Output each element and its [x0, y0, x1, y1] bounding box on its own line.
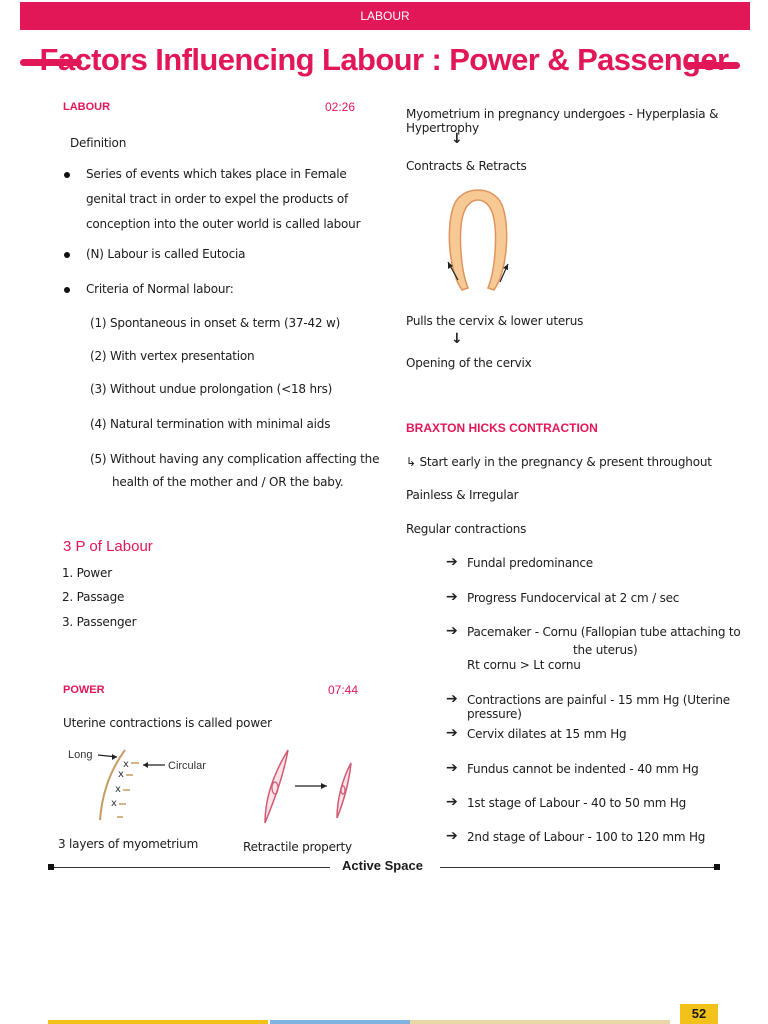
right-arrow-icon: ➔ — [446, 725, 458, 741]
svg-text:x: x — [111, 798, 117, 809]
footer-strip-blue — [270, 1020, 410, 1024]
bullet-dot — [64, 287, 70, 293]
right-arrow-icon: ➔ — [446, 691, 458, 707]
right-arrow-icon: ➔ — [446, 623, 458, 639]
contraction-point: 2nd stage of Labour - 100 to 120 mm Hg — [467, 830, 706, 844]
definition-line-1: Series of events which takes place in Female — [86, 167, 347, 181]
myometrium-text: Myometrium in pregnancy undergoes - Hyperplasia & Hypertrophy — [406, 107, 719, 135]
criteria-heading: Criteria of Normal labour: — [86, 282, 234, 296]
divider-end-square — [714, 864, 720, 870]
regular-text: Regular contractions — [406, 522, 527, 536]
power-heading: POWER — [63, 684, 105, 696]
criteria-item: (5) Without having any complication affecting the — [90, 452, 380, 466]
definition-line-2: genital tract in order to expel the products of — [86, 192, 349, 206]
criteria-item: (3) Without undue prolongation (<18 hrs) — [90, 382, 333, 396]
three-p-item: 3. Passenger — [62, 615, 137, 629]
labour-heading: LABOUR — [63, 101, 111, 113]
contraction-point: Fundal predominance — [467, 556, 593, 570]
contraction-point: Fundus cannot be indented - 40 mm Hg — [467, 762, 699, 776]
right-arrow-icon: ➔ — [446, 760, 458, 776]
down-arrow: ↓ — [451, 331, 463, 347]
right-arrow-icon: ➔ — [446, 589, 458, 605]
divider-line — [440, 867, 714, 868]
right-arrow-icon: ➔ — [446, 794, 458, 810]
three-p-title: 3 P of Labour — [63, 538, 153, 555]
page-title: Factors Influencing Labour : Power & Passenger — [39, 42, 729, 77]
myometrium-layers-diagram — [95, 745, 175, 825]
section-label: LABOUR — [360, 9, 410, 23]
circular-fibres-label: Circular — [168, 760, 206, 772]
criteria-item: (1) Spontaneous in onset & term (37-42 w) — [90, 316, 341, 330]
three-p-item: 2. Passage — [62, 590, 125, 604]
contraction-point: Contractions are painful - 15 mm Hg (Uterine pressure) — [467, 693, 730, 721]
svg-text:x: x — [123, 759, 129, 770]
contraction-point: 1st stage of Labour - 40 to 50 mm Hg — [467, 796, 687, 810]
bullet-dot — [64, 172, 70, 178]
definition-line-3: conception into the outer world is called labour — [86, 217, 361, 231]
start-early-text: ↳ Start early in the pregnancy & present throughout — [406, 455, 712, 469]
contraction-point: Pacemaker - Cornu (Fallopian tube attaching to — [467, 625, 741, 639]
uterus-illustration — [438, 180, 518, 300]
divider-line — [54, 867, 330, 868]
criteria-item: (4) Natural termination with minimal aids — [90, 417, 331, 431]
right-arrow-icon: ➔ — [446, 828, 458, 844]
contraction-point: Cervix dilates at 15 mm Hg — [467, 727, 627, 741]
footer-strip-yellow — [48, 1020, 268, 1024]
eutocia-text: (N) Labour is called Eutocia — [86, 247, 246, 261]
power-timestamp: 07:44 — [328, 683, 359, 697]
layers-caption: 3 layers of myometrium — [58, 837, 199, 851]
braxton-hicks-heading: BRAXTON HICKS CONTRACTION — [406, 421, 598, 435]
right-arrow-icon: ➔ — [446, 554, 458, 570]
criteria-item: (2) With vertex presentation — [90, 349, 255, 363]
pacemaker-continued: the uterus) — [573, 643, 638, 657]
svg-text:x: x — [118, 769, 124, 780]
svg-text:x: x — [115, 784, 121, 795]
criteria-item-continued: health of the mother and / OR the baby. — [112, 475, 344, 489]
active-space-label: Active Space — [342, 858, 423, 873]
contraction-point: Progress Fundocervical at 2 cm / sec — [467, 591, 680, 605]
footer-strip-beige — [410, 1020, 670, 1024]
section-header-bar — [20, 2, 750, 30]
down-arrow: ↓ — [451, 131, 463, 147]
retractile-caption: Retractile property — [243, 840, 352, 854]
pulls-text: Pulls the cervix & lower uterus — [406, 314, 584, 328]
opening-text: Opening of the cervix — [406, 356, 532, 370]
contracts-text: Contracts & Retracts — [406, 159, 527, 173]
retractile-property-diagram — [255, 748, 365, 828]
labour-timestamp: 02:26 — [325, 100, 356, 114]
painless-text: Painless & Irregular — [406, 488, 519, 502]
long-fibres-label: Long — [68, 749, 93, 761]
power-definition: Uterine contractions is called power — [63, 716, 272, 730]
cornu-comparison: Rt cornu > Lt cornu — [467, 658, 581, 672]
definition-label: Definition — [70, 136, 127, 150]
bullet-dot — [64, 252, 70, 258]
three-p-item: 1. Power — [62, 566, 112, 580]
page-number: 52 — [680, 1004, 718, 1024]
